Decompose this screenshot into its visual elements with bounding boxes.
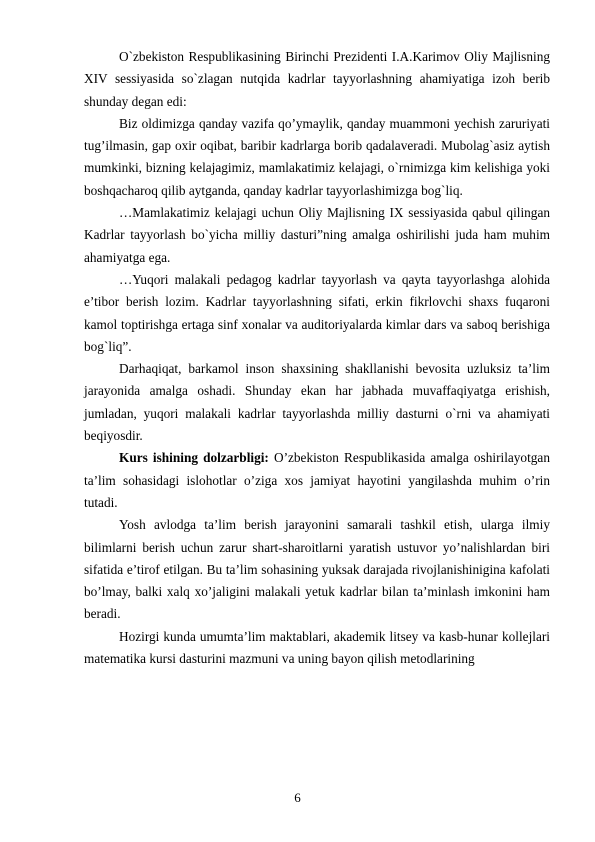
- paragraph-kurs-dolzarbligi: [84, 447, 550, 514]
- paragraph: [84, 113, 550, 202]
- document-body: [84, 46, 550, 670]
- paragraph: [84, 358, 550, 447]
- paragraph-text: Darhaqiqat, barkamol inson shaxsining shakllanishi bevosita uzluksiz ta’lim jarayonida amalga oshadi. Shunday ekan har jabhada muvaffaqiyatga erishish, jumladan, yuqori malakali kadrlar tayyorlashda milliy dasturni o`rni va ahamiyati beqiyosdir.: [84, 361, 550, 444]
- paragraph-text: …Yuqori malakali pedagog kadrlar tayyorlash va qayta tayyorlashga alohida e’tibor berish lozim. Kadrlar tayyorlashning sifati, erkin fikrlovchi shaxs fuqaroni kamol toptirishga ertaga sinf xonalar va auditoriyalarda kimlar dars va saboq berishiga bog`liq”.: [84, 271, 550, 354]
- paragraph-text: Yosh avlodga ta’lim berish jarayonini samarali tashkil etish, ularga ilmiy bilimlarni berish uchun zarur shart-sharoitlarni yaratish ustuvor yo’nalishlardan biri sifatida e’tirof etilgan. Bu ta’lim sohasining yuksak darajada rivojlanishinigina kafolati bo’lmay, balki xalq xo’jaligini malakali yetuk kadrlar bilan ta’minlash imkonini ham beradi.: [84, 517, 550, 622]
- paragraph: [84, 46, 550, 113]
- paragraph-text: O`zbekiston Respublikasining Birinchi Prezidenti I.A.Karimov Oliy Majlisning XIV sessiyasida so`zlagan nutqida kadrlar tayyorlashning ahamiyatiga izoh berib shunday degan edi:: [84, 49, 550, 109]
- paragraph: [84, 514, 550, 625]
- page-number: 6: [294, 790, 301, 805]
- paragraph-text: Hozirgi kunda umumta’lim maktablari, akademik litsey va kasb-hunar kollejlari matematika kursi dasturini mazmuni va uning bayon qilish metodlarining: [84, 628, 550, 667]
- paragraph-text: …Mamlakatimiz kelajagi uchun Oliy Majlisning IX sessiyasida qabul qilingan Kadrlar tayyorlash bo`yicha milliy dasturi”ning amalga oshirilishi juda ham muhim ahamiyatga ega.: [84, 205, 550, 265]
- paragraph: [84, 269, 550, 358]
- paragraph: [84, 626, 550, 671]
- paragraph-text: O’zbekiston Respublikasida amalga oshirilayotgan ta’lim sohasidagi islohotlar o’ziga xos jamiyat hayotini yangilashda muhim o’rin tutadi.: [84, 450, 550, 510]
- paragraph-bold-lead: Kurs ishining dolzarbligi:: [119, 450, 269, 466]
- paragraph: [84, 202, 550, 269]
- paragraph-text: Biz oldimizga qanday vazifa qo’ymaylik, qanday muammoni yechish zaruriyati tug’ilmasin, gap oxir oqibat, baribir kadrlarga borib qadalaveradi. Mubolag`asiz aytish mumkinki, bizning kelajagimiz, mamlakatimiz kelajagi, o`rnimizga kim kelishiga yoki boshqacharoq qilib aytganda, qanday kadrlar tayyorlashimizga bog`liq.: [84, 115, 550, 198]
